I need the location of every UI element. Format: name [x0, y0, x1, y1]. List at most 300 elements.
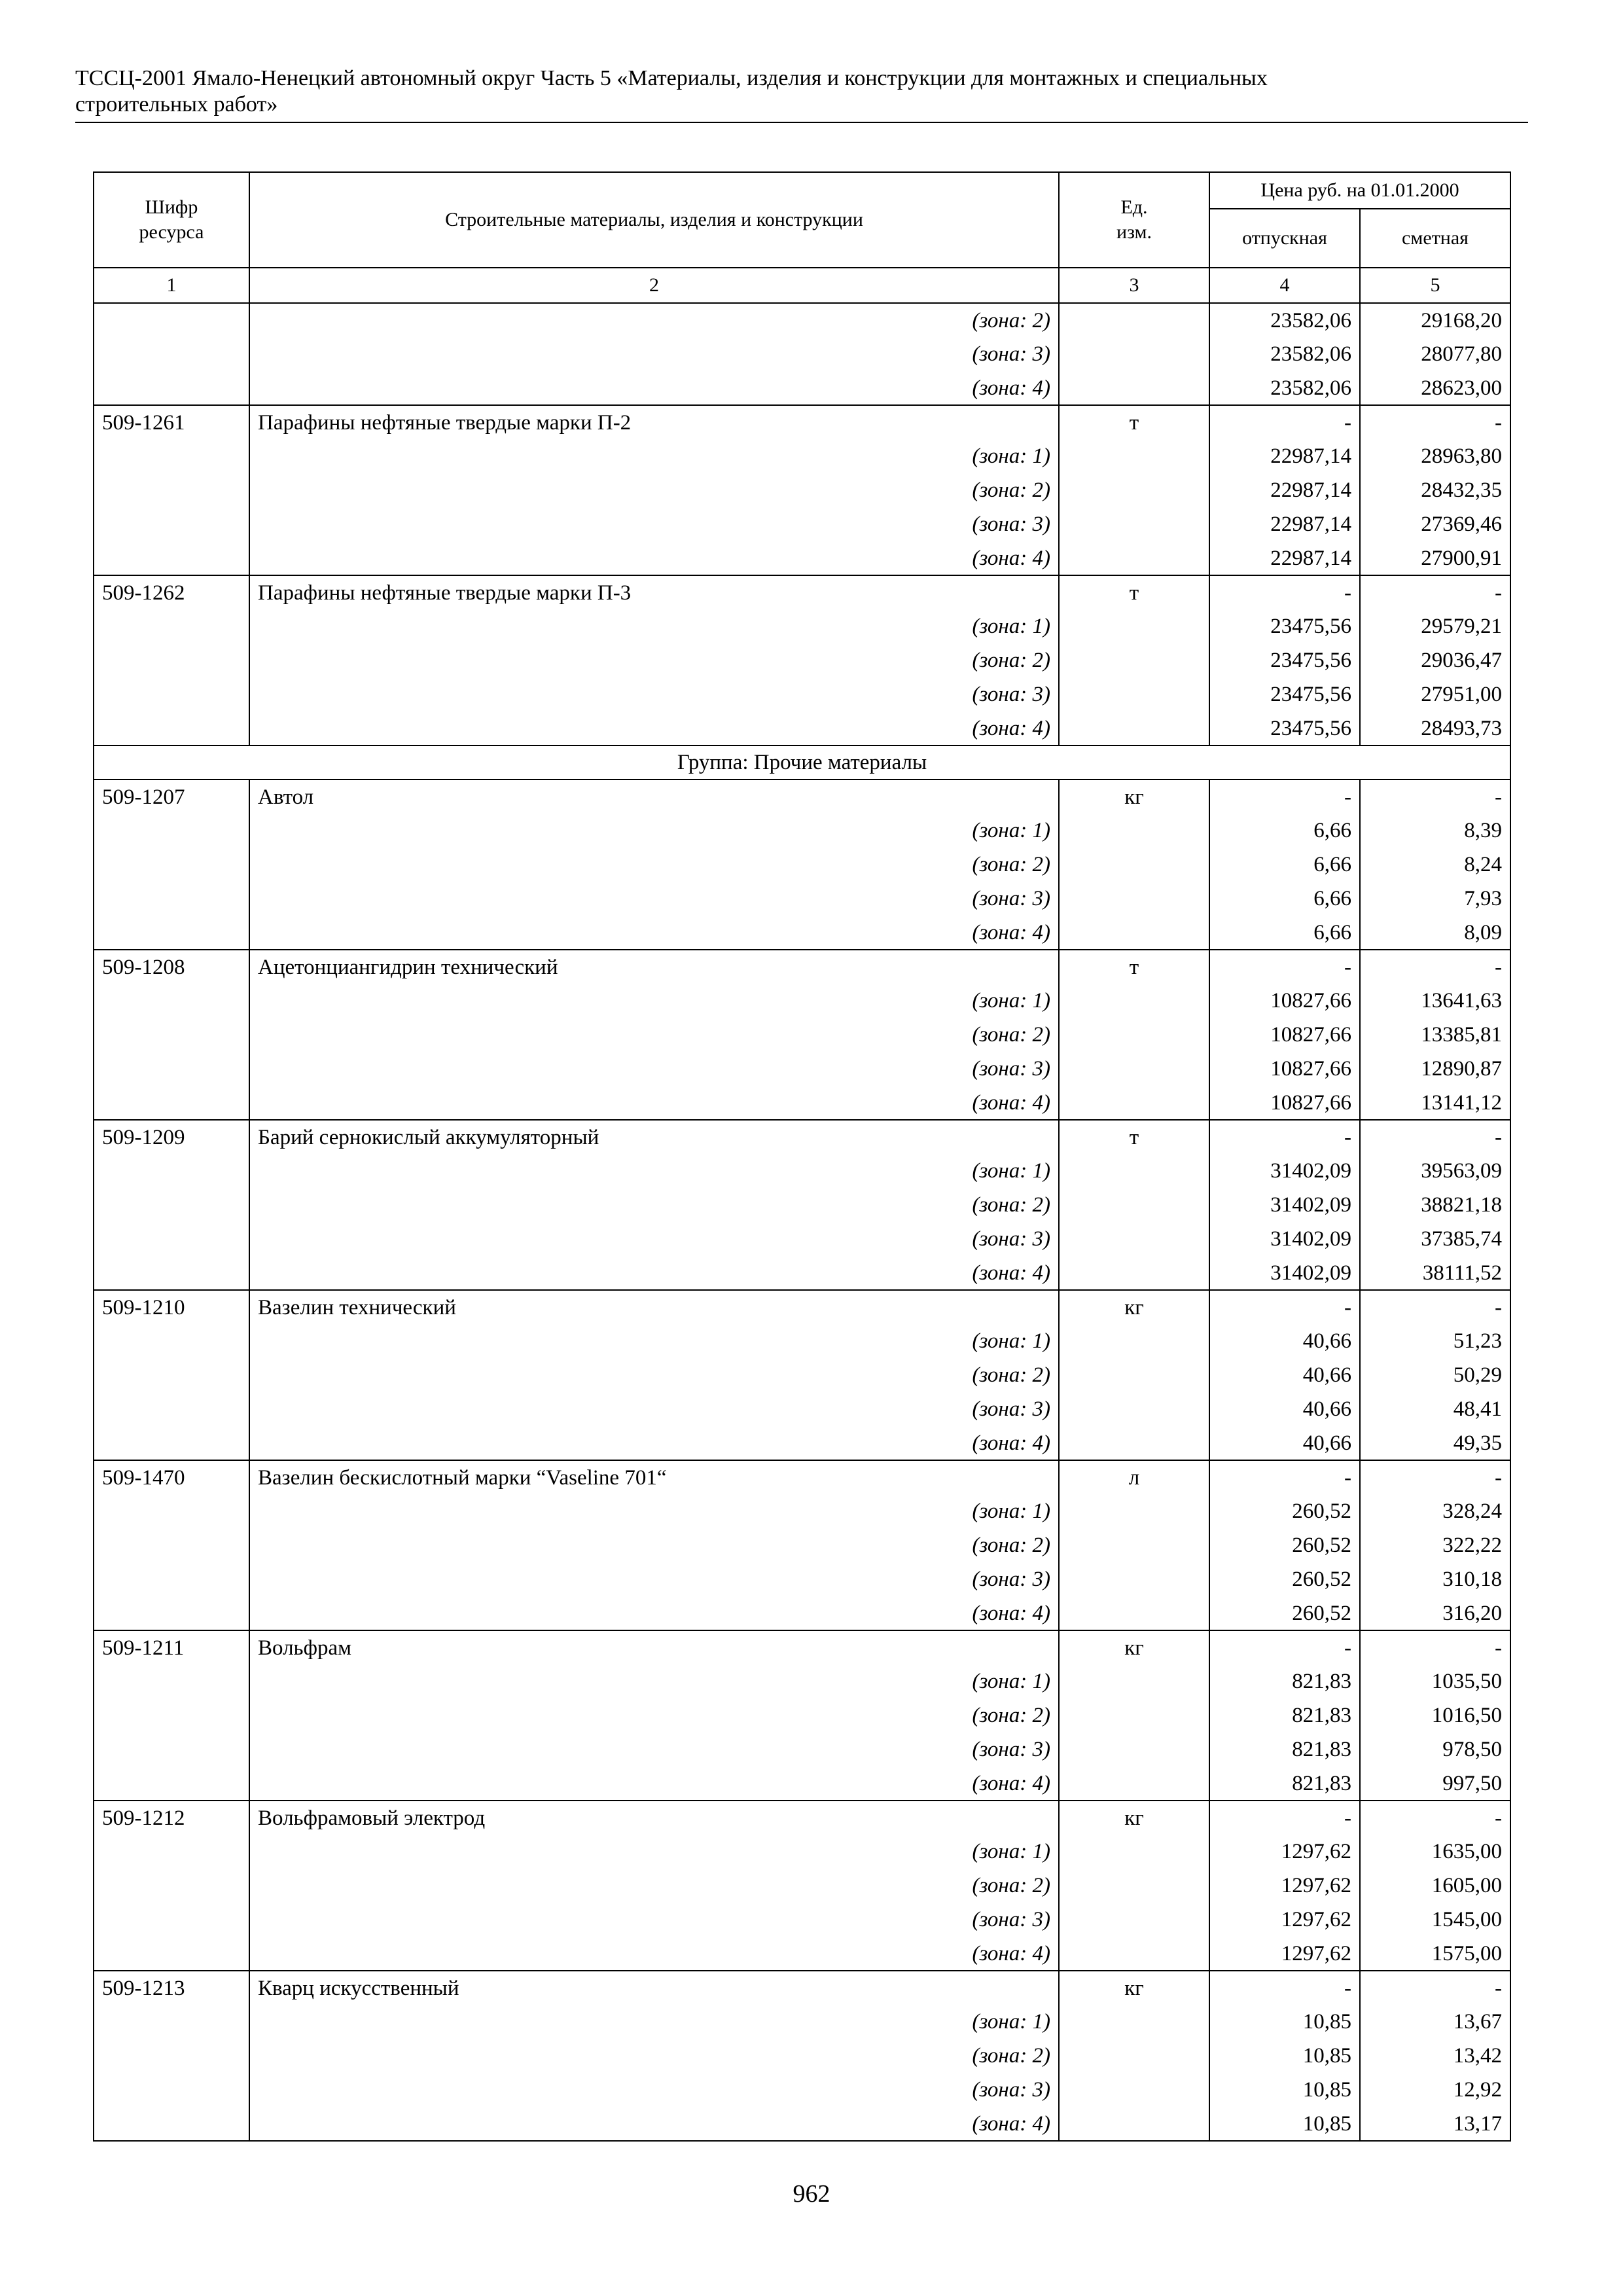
release-price: -	[1209, 1120, 1360, 1154]
estimate-price: -	[1360, 575, 1510, 609]
unit-empty	[1059, 643, 1209, 677]
resource-code: 509-1470	[94, 1460, 249, 1494]
estimate-price: 1575,00	[1360, 1937, 1510, 1971]
release-price: 821,83	[1209, 1664, 1360, 1698]
unit-empty	[1059, 1392, 1209, 1426]
table-row	[94, 950, 1510, 984]
resource-code-empty	[94, 2107, 249, 2141]
zone-label: (зона: 4)	[249, 1256, 1059, 1290]
zone-label: (зона: 3)	[249, 1392, 1059, 1426]
table-row	[94, 1630, 1510, 1664]
zone-label: (зона: 3)	[249, 1222, 1059, 1256]
zone-label: (зона: 2)	[249, 303, 1059, 337]
zone-row	[94, 1562, 1510, 1596]
zone-label: (зона: 3)	[249, 677, 1059, 711]
table-row	[94, 1120, 1510, 1154]
unit-empty	[1059, 1324, 1209, 1358]
release-price: 1297,62	[1209, 1869, 1360, 1903]
resource-code-empty	[94, 1562, 249, 1596]
table-row	[94, 1290, 1510, 1324]
zone-row	[94, 984, 1510, 1018]
release-price: 40,66	[1209, 1358, 1360, 1392]
release-price: -	[1209, 950, 1360, 984]
resource-code-empty	[94, 1392, 249, 1426]
zone-row	[94, 1324, 1510, 1358]
resource-code-empty	[94, 643, 249, 677]
release-price: 23475,56	[1209, 677, 1360, 711]
estimate-price: 28623,00	[1360, 371, 1510, 405]
col-number: 4	[1209, 268, 1360, 303]
release-price: -	[1209, 405, 1360, 439]
estimate-price: 38111,52	[1360, 1256, 1510, 1290]
release-price: -	[1209, 575, 1360, 609]
unit-empty	[1059, 439, 1209, 473]
resource-code: 509-1261	[94, 405, 249, 439]
zone-row	[94, 1018, 1510, 1052]
resource-code: 509-1208	[94, 950, 249, 984]
zone-label: (зона: 2)	[249, 1188, 1059, 1222]
zone-label: (зона: 2)	[249, 1869, 1059, 1903]
unit-empty	[1059, 541, 1209, 575]
release-price: 23475,56	[1209, 711, 1360, 745]
resource-code: 509-1209	[94, 1120, 249, 1154]
col-header-release: отпускная	[1209, 209, 1360, 268]
unit-of-measure: т	[1059, 950, 1209, 984]
unit-of-measure: кг	[1059, 1801, 1209, 1835]
unit-empty	[1059, 1664, 1209, 1698]
release-price: -	[1209, 1971, 1360, 2005]
estimate-price: 13641,63	[1360, 984, 1510, 1018]
col-header-code-line1: Шифр	[145, 196, 198, 218]
material-name: Автол	[249, 780, 1059, 814]
zone-row	[94, 2005, 1510, 2039]
resource-code-empty	[94, 1664, 249, 1698]
release-price: 10827,66	[1209, 984, 1360, 1018]
estimate-price: 1035,50	[1360, 1664, 1510, 1698]
zone-label: (зона: 1)	[249, 1494, 1059, 1528]
zone-row	[94, 1528, 1510, 1562]
release-price: 22987,14	[1209, 541, 1360, 575]
zone-label: (зона: 4)	[249, 1767, 1059, 1801]
estimate-price: 28493,73	[1360, 711, 1510, 745]
resource-code: 509-1210	[94, 1290, 249, 1324]
estimate-price: 27369,46	[1360, 507, 1510, 541]
resource-code-empty	[94, 2039, 249, 2073]
zone-label: (зона: 4)	[249, 916, 1059, 950]
estimate-price: 316,20	[1360, 1596, 1510, 1630]
release-price: -	[1209, 1630, 1360, 1664]
zone-row	[94, 1188, 1510, 1222]
group-title: Группа: Прочие материалы	[94, 745, 1510, 780]
release-price: 10,85	[1209, 2005, 1360, 2039]
estimate-price: 27900,91	[1360, 541, 1510, 575]
zone-row	[94, 1086, 1510, 1120]
zone-row	[94, 711, 1510, 745]
unit-empty	[1059, 1052, 1209, 1086]
unit-of-measure: кг	[1059, 1971, 1209, 2005]
resource-code-empty	[94, 2005, 249, 2039]
estimate-price: 1016,50	[1360, 1698, 1510, 1732]
zone-row	[94, 2073, 1510, 2107]
resource-code-empty	[94, 882, 249, 916]
unit-of-measure: кг	[1059, 1290, 1209, 1324]
estimate-price: 28432,35	[1360, 473, 1510, 507]
resource-code-empty	[94, 337, 249, 371]
release-price: 6,66	[1209, 814, 1360, 848]
resource-code-empty	[94, 1052, 249, 1086]
col-header-name: Строительные материалы, изделия и конструкции	[249, 172, 1059, 268]
resource-code-empty	[94, 439, 249, 473]
unit-empty	[1059, 1188, 1209, 1222]
material-name: Кварц искусственный	[249, 1971, 1059, 2005]
resource-code-empty	[94, 1086, 249, 1120]
zone-row	[94, 1596, 1510, 1630]
zone-row	[94, 1392, 1510, 1426]
release-price: 22987,14	[1209, 473, 1360, 507]
zone-label: (зона: 2)	[249, 1018, 1059, 1052]
material-name: Вазелин технический	[249, 1290, 1059, 1324]
estimate-price: -	[1360, 950, 1510, 984]
resource-code-empty	[94, 1188, 249, 1222]
release-price: 6,66	[1209, 848, 1360, 882]
release-price: 40,66	[1209, 1392, 1360, 1426]
release-price: 10,85	[1209, 2073, 1360, 2107]
zone-row	[94, 643, 1510, 677]
resource-code-empty	[94, 1835, 249, 1869]
release-price: 1297,62	[1209, 1835, 1360, 1869]
material-name: Вольфрамовый электрод	[249, 1801, 1059, 1835]
estimate-price: 48,41	[1360, 1392, 1510, 1426]
release-price: -	[1209, 1801, 1360, 1835]
resource-code-empty	[94, 1256, 249, 1290]
zone-row	[94, 1767, 1510, 1801]
estimate-price: 51,23	[1360, 1324, 1510, 1358]
zone-row	[94, 371, 1510, 405]
release-price: 821,83	[1209, 1698, 1360, 1732]
unit-empty	[1059, 2107, 1209, 2141]
header-line-1: ТССЦ-2001 Ямало-Ненецкий автономный округ Часть 5 «Материалы, изделия и конструкции для монтажных и специальных	[75, 66, 1268, 90]
zone-label: (зона: 4)	[249, 371, 1059, 405]
zone-row	[94, 1835, 1510, 1869]
unit-empty	[1059, 1528, 1209, 1562]
estimate-price: 1545,00	[1360, 1903, 1510, 1937]
estimate-price: 1635,00	[1360, 1835, 1510, 1869]
release-price: 31402,09	[1209, 1154, 1360, 1188]
release-price: 260,52	[1209, 1494, 1360, 1528]
release-price: 1297,62	[1209, 1937, 1360, 1971]
release-price: 821,83	[1209, 1732, 1360, 1767]
unit-empty	[1059, 1869, 1209, 1903]
table-row	[94, 1971, 1510, 2005]
resource-code-empty	[94, 1426, 249, 1460]
unit-empty	[1059, 1835, 1209, 1869]
material-name: Вазелин бескислотный марки “Vaseline 701“	[249, 1460, 1059, 1494]
unit-empty	[1059, 2039, 1209, 2073]
estimate-price: 29168,20	[1360, 303, 1510, 337]
estimate-price: 29579,21	[1360, 609, 1510, 643]
resource-code-empty	[94, 1903, 249, 1937]
estimate-price: 13,17	[1360, 2107, 1510, 2141]
zone-label: (зона: 3)	[249, 337, 1059, 371]
zone-row	[94, 303, 1510, 337]
unit-empty	[1059, 1018, 1209, 1052]
estimate-price: 8,24	[1360, 848, 1510, 882]
estimate-price: 27951,00	[1360, 677, 1510, 711]
unit-of-measure: т	[1059, 405, 1209, 439]
zone-label: (зона: 3)	[249, 507, 1059, 541]
unit-empty	[1059, 848, 1209, 882]
estimate-price: 13,67	[1360, 2005, 1510, 2039]
zone-label: (зона: 1)	[249, 1154, 1059, 1188]
zone-label: (зона: 1)	[249, 984, 1059, 1018]
table-row	[94, 780, 1510, 814]
zone-row	[94, 507, 1510, 541]
zone-row	[94, 609, 1510, 643]
release-price: 22987,14	[1209, 507, 1360, 541]
resource-code-empty	[94, 1358, 249, 1392]
document-header	[75, 65, 1528, 123]
zone-label: (зона: 2)	[249, 1698, 1059, 1732]
resource-code-empty	[94, 848, 249, 882]
zone-row	[94, 1903, 1510, 1937]
unit-empty	[1059, 814, 1209, 848]
unit-empty	[1059, 609, 1209, 643]
zone-label: (зона: 2)	[249, 473, 1059, 507]
zone-label: (зона: 3)	[249, 882, 1059, 916]
release-price: -	[1209, 1290, 1360, 1324]
unit-empty	[1059, 677, 1209, 711]
zone-label: (зона: 1)	[249, 1835, 1059, 1869]
zone-label: (зона: 2)	[249, 1528, 1059, 1562]
release-price: 23582,06	[1209, 303, 1360, 337]
zone-row	[94, 882, 1510, 916]
unit-empty	[1059, 1222, 1209, 1256]
table-row	[94, 405, 1510, 439]
zone-label: (зона: 4)	[249, 1426, 1059, 1460]
zone-row	[94, 473, 1510, 507]
resource-code-empty	[94, 1222, 249, 1256]
unit-empty	[1059, 303, 1209, 337]
unit-empty	[1059, 1086, 1209, 1120]
col-header-unit	[1059, 172, 1209, 268]
zone-row	[94, 1698, 1510, 1732]
resource-code: 509-1211	[94, 1630, 249, 1664]
release-price: 23582,06	[1209, 337, 1360, 371]
unit-empty	[1059, 1358, 1209, 1392]
zone-label: (зона: 1)	[249, 609, 1059, 643]
zone-label: (зона: 3)	[249, 1052, 1059, 1086]
unit-empty	[1059, 1732, 1209, 1767]
resource-code-empty	[94, 814, 249, 848]
release-price: 10827,66	[1209, 1086, 1360, 1120]
estimate-price: -	[1360, 1630, 1510, 1664]
estimate-price: -	[1360, 780, 1510, 814]
resource-code-empty	[94, 507, 249, 541]
resource-code-empty	[94, 1698, 249, 1732]
resource-code-empty	[94, 303, 249, 337]
table-header	[94, 172, 1510, 303]
release-price: 40,66	[1209, 1324, 1360, 1358]
resource-code-empty	[94, 916, 249, 950]
zone-row	[94, 337, 1510, 371]
col-header-price-group: Цена руб. на 01.01.2000	[1209, 172, 1510, 209]
unit-empty	[1059, 1903, 1209, 1937]
col-number: 2	[249, 268, 1059, 303]
release-price: -	[1209, 1460, 1360, 1494]
resource-code-empty	[94, 1732, 249, 1767]
header-line-2: строительных работ»	[75, 92, 278, 117]
unit-empty	[1059, 711, 1209, 745]
zone-label: (зона: 1)	[249, 1664, 1059, 1698]
zone-label: (зона: 4)	[249, 1596, 1059, 1630]
col-header-estimate: сметная	[1360, 209, 1510, 268]
unit-empty	[1059, 1154, 1209, 1188]
zone-label: (зона: 1)	[249, 2005, 1059, 2039]
resource-code-empty	[94, 473, 249, 507]
unit-empty	[1059, 1767, 1209, 1801]
release-price: 6,66	[1209, 916, 1360, 950]
estimate-price: 49,35	[1360, 1426, 1510, 1460]
release-price: 31402,09	[1209, 1256, 1360, 1290]
release-price: 23475,56	[1209, 609, 1360, 643]
material-name: Ацетонциангидрин технический	[249, 950, 1059, 984]
unit-of-measure: л	[1059, 1460, 1209, 1494]
col-header-code	[94, 172, 249, 268]
zone-label: (зона: 2)	[249, 848, 1059, 882]
estimate-price: 310,18	[1360, 1562, 1510, 1596]
zone-row	[94, 2107, 1510, 2141]
zone-row	[94, 1358, 1510, 1392]
resource-code-empty	[94, 1018, 249, 1052]
release-price: 821,83	[1209, 1767, 1360, 1801]
resource-code-empty	[94, 1154, 249, 1188]
release-price: 6,66	[1209, 882, 1360, 916]
release-price: 10,85	[1209, 2039, 1360, 2073]
release-price: 40,66	[1209, 1426, 1360, 1460]
resource-code-empty	[94, 1324, 249, 1358]
estimate-price: 50,29	[1360, 1358, 1510, 1392]
estimate-price: -	[1360, 1290, 1510, 1324]
unit-empty	[1059, 1256, 1209, 1290]
estimate-price: 13,42	[1360, 2039, 1510, 2073]
zone-label: (зона: 3)	[249, 1562, 1059, 1596]
estimate-price: 28963,80	[1360, 439, 1510, 473]
estimate-price: 37385,74	[1360, 1222, 1510, 1256]
zone-label: (зона: 1)	[249, 439, 1059, 473]
zone-label: (зона: 2)	[249, 2039, 1059, 2073]
table-row	[94, 575, 1510, 609]
zone-label: (зона: 2)	[249, 1358, 1059, 1392]
zone-label: (зона: 1)	[249, 1324, 1059, 1358]
release-price: 31402,09	[1209, 1222, 1360, 1256]
resource-code-empty	[94, 541, 249, 575]
unit-empty	[1059, 882, 1209, 916]
estimate-price: -	[1360, 1971, 1510, 2005]
release-price: 10,85	[1209, 2107, 1360, 2141]
estimate-price: 328,24	[1360, 1494, 1510, 1528]
unit-empty	[1059, 1426, 1209, 1460]
release-price: 260,52	[1209, 1562, 1360, 1596]
release-price: 23582,06	[1209, 371, 1360, 405]
resource-code-empty	[94, 371, 249, 405]
resource-code-empty	[94, 711, 249, 745]
estimate-price: 1605,00	[1360, 1869, 1510, 1903]
estimate-price: -	[1360, 1120, 1510, 1154]
price-table	[93, 171, 1511, 2142]
release-price: 1297,62	[1209, 1903, 1360, 1937]
material-name: Парафины нефтяные твердые марки П-3	[249, 575, 1059, 609]
zone-row	[94, 1052, 1510, 1086]
resource-code-empty	[94, 609, 249, 643]
unit-empty	[1059, 337, 1209, 371]
estimate-price: 13141,12	[1360, 1086, 1510, 1120]
resource-code: 509-1207	[94, 780, 249, 814]
zone-label: (зона: 3)	[249, 2073, 1059, 2107]
release-price: 260,52	[1209, 1528, 1360, 1562]
resource-code: 509-1262	[94, 575, 249, 609]
resource-code-empty	[94, 1528, 249, 1562]
zone-row	[94, 1256, 1510, 1290]
resource-code-empty	[94, 1494, 249, 1528]
zone-row	[94, 1154, 1510, 1188]
estimate-price: 7,93	[1360, 882, 1510, 916]
col-number: 1	[94, 268, 249, 303]
zone-row	[94, 1494, 1510, 1528]
zone-row	[94, 814, 1510, 848]
unit-empty	[1059, 1562, 1209, 1596]
release-price: 260,52	[1209, 1596, 1360, 1630]
unit-empty	[1059, 916, 1209, 950]
unit-empty	[1059, 371, 1209, 405]
table-row	[94, 1460, 1510, 1494]
table-row	[94, 1801, 1510, 1835]
release-price: 10827,66	[1209, 1018, 1360, 1052]
col-header-unit-line2: изм.	[1116, 221, 1152, 243]
zone-row	[94, 1426, 1510, 1460]
table-body	[94, 303, 1510, 2141]
estimate-price: 8,09	[1360, 916, 1510, 950]
zone-label: (зона: 4)	[249, 541, 1059, 575]
col-number: 3	[1059, 268, 1209, 303]
estimate-price: 13385,81	[1360, 1018, 1510, 1052]
col-header-unit-line1: Ед.	[1120, 196, 1148, 218]
unit-empty	[1059, 1494, 1209, 1528]
zone-row	[94, 1869, 1510, 1903]
estimate-price: 12890,87	[1360, 1052, 1510, 1086]
unit-of-measure: т	[1059, 1120, 1209, 1154]
estimate-price: -	[1360, 405, 1510, 439]
page-number: 962	[793, 2180, 830, 2208]
zone-label: (зона: 2)	[249, 643, 1059, 677]
zone-label: (зона: 4)	[249, 1937, 1059, 1971]
zone-label: (зона: 4)	[249, 2107, 1059, 2141]
unit-empty	[1059, 984, 1209, 1018]
estimate-price: 978,50	[1360, 1732, 1510, 1767]
zone-row	[94, 1732, 1510, 1767]
material-name: Барий сернокислый аккумуляторный	[249, 1120, 1059, 1154]
unit-empty	[1059, 1937, 1209, 1971]
estimate-price: 39563,09	[1360, 1154, 1510, 1188]
estimate-price: 322,22	[1360, 1528, 1510, 1562]
resource-code-empty	[94, 1767, 249, 1801]
zone-label: (зона: 4)	[249, 711, 1059, 745]
zone-row	[94, 1222, 1510, 1256]
estimate-price: 8,39	[1360, 814, 1510, 848]
release-price: 23475,56	[1209, 643, 1360, 677]
estimate-price: 997,50	[1360, 1767, 1510, 1801]
resource-code: 509-1213	[94, 1971, 249, 2005]
zone-row	[94, 848, 1510, 882]
